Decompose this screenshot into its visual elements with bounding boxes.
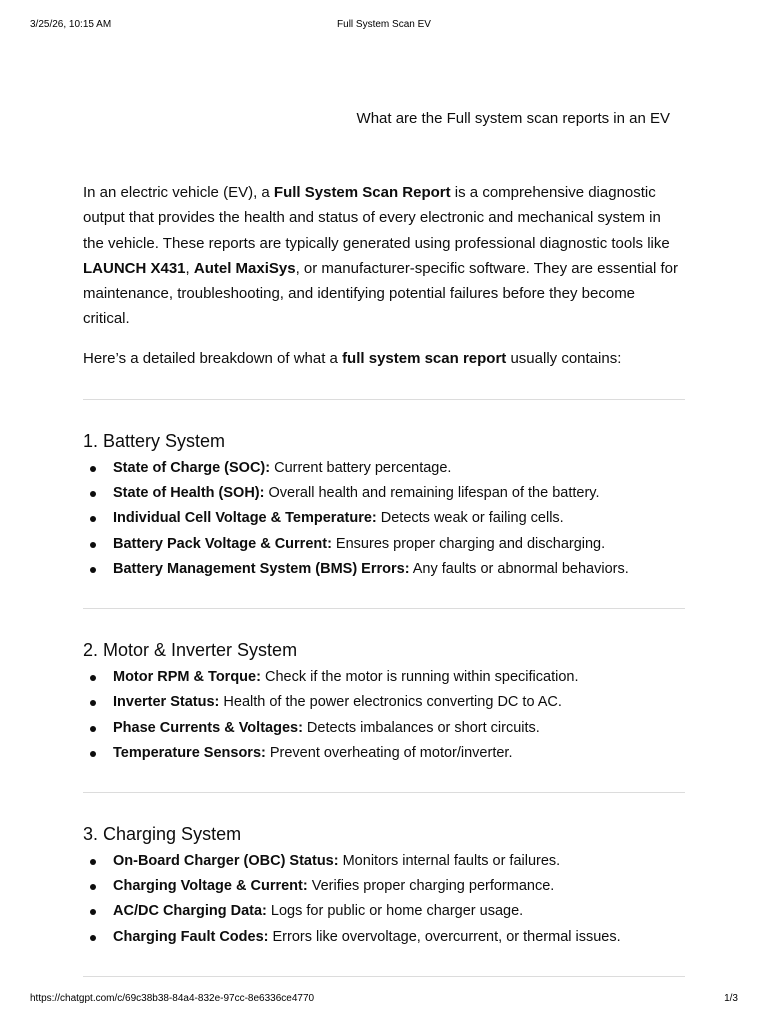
list-item: State of Health (SOH): Overall health and remaining lifespan of the battery. <box>83 481 685 506</box>
user-question: What are the Full system scan reports in an EV <box>356 110 670 127</box>
print-datetime: 3/25/26, 10:15 AM <box>30 19 112 30</box>
intro-bold-term: LAUNCH X431 <box>83 259 186 277</box>
page-url[interactable]: https://chatgpt.com/c/69c38b38-84a4-832e-97cc-8e6336ce4770 <box>30 993 315 1004</box>
bullet-icon <box>90 491 96 497</box>
intro-bold-term: Autel MaxiSys <box>193 259 296 277</box>
intro-bold-term: Full System Scan Report <box>273 184 451 201</box>
intro-text: is a comprehensive diagnostic output that provides the health and status of every electronic and mechanical system in the vehicle. These reports are typically generated using professional diagnostic tools like <box>83 184 670 252</box>
bullet-icon <box>90 700 96 706</box>
bullet-icon <box>90 859 96 865</box>
section-divider <box>83 976 685 977</box>
battery-list <box>83 456 685 582</box>
section-divider <box>83 792 685 793</box>
list-item: Charging Voltage & Current: Verifies proper charging performance. <box>83 874 685 899</box>
print-footer <box>0 993 768 1007</box>
list-item: Motor RPM & Torque: Check if the motor is running within specification. <box>83 665 685 690</box>
list-item: Phase Currents & Voltages: Detects imbalances or short circuits. <box>83 716 685 741</box>
list-item: Battery Management System (BMS) Errors: Any faults or abnormal behaviors. <box>83 557 685 582</box>
print-title: Full System Scan EV <box>337 19 431 30</box>
motor-list <box>83 665 685 766</box>
list-item: State of Charge (SOC): Current battery percentage. <box>83 456 685 481</box>
section-divider <box>83 399 685 400</box>
list-item: AC/DC Charging Data: Logs for public or home charger usage. <box>83 899 685 924</box>
bullet-icon <box>90 884 96 890</box>
charging-list <box>83 849 685 950</box>
intro-text: , <box>185 259 194 277</box>
bullet-icon <box>90 466 96 472</box>
bullet-icon <box>90 751 96 757</box>
answer-content <box>83 180 685 977</box>
bullet-icon <box>90 542 96 548</box>
intro-text: , or manufacturer-specific software. They are essential for maintenance, troubleshooting, and identifying potential failures before they become critical. <box>83 259 678 328</box>
section-divider <box>83 608 685 609</box>
list-item: Battery Pack Voltage & Current: Ensures proper charging and discharging. <box>83 532 685 557</box>
intro-text: In an electric vehicle (EV), a <box>83 184 274 201</box>
intro-bold-term: full system scan report <box>342 349 507 367</box>
bullet-icon <box>90 516 96 522</box>
print-header <box>0 19 768 33</box>
intro-text: Here’s a detailed breakdown of what a <box>83 349 343 367</box>
page-number: 1/3 <box>724 993 738 1004</box>
bullet-icon <box>90 935 96 941</box>
list-item: Inverter Status: Health of the power electronics converting DC to AC. <box>83 690 685 715</box>
breakdown-paragraph <box>83 346 685 371</box>
bullet-icon <box>90 675 96 681</box>
bullet-icon <box>90 567 96 573</box>
intro-text: usually contains: <box>506 349 622 367</box>
list-item: On-Board Charger (OBC) Status: Monitors internal faults or failures. <box>83 849 685 874</box>
bullet-icon <box>90 909 96 915</box>
bullet-icon <box>90 726 96 732</box>
list-item: Individual Cell Voltage & Temperature: Detects weak or failing cells. <box>83 506 685 531</box>
section-title-battery: 1. Battery System <box>83 431 226 452</box>
list-item: Charging Fault Codes: Errors like overvoltage, overcurrent, or thermal issues. <box>83 925 685 950</box>
list-item: Temperature Sensors: Prevent overheating of motor/inverter. <box>83 741 685 766</box>
section-title-charging: 3. Charging System <box>83 823 242 844</box>
intro-paragraph <box>83 180 685 332</box>
section-title-motor: 2. Motor & Inverter System <box>83 640 298 661</box>
